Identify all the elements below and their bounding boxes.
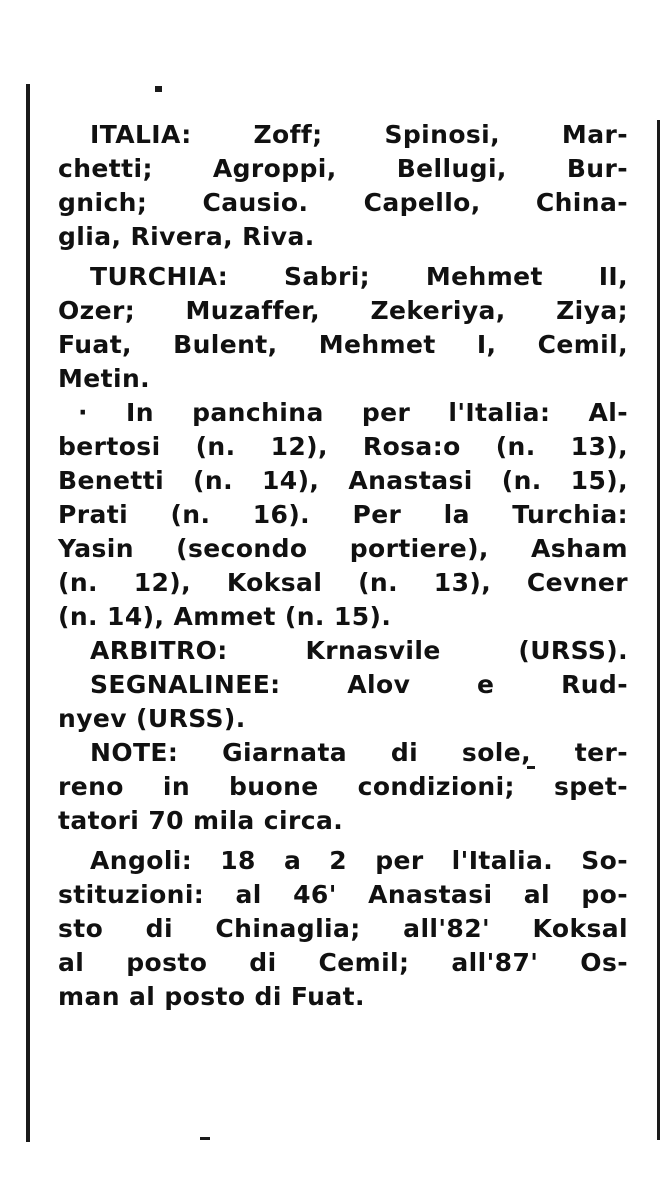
text-line: glia, Rivera, Riva. (58, 222, 315, 251)
text-line: bertosi (n. 12), Rosa:o (n. 13), (58, 432, 628, 461)
text-line: gnich; Causio. Capello, China- (58, 188, 628, 217)
text-line: nyev (URSS). (58, 704, 246, 733)
text-line-turchia: TURCHIA: Sabri; Mehmet II, (90, 262, 628, 291)
text-line-note: NOTE: Giarnata di sole, ter- (90, 738, 628, 767)
text-line: (n. 12), Koksal (n. 13), Cevner (58, 568, 628, 597)
text-line: Fuat, Bulent, Mehmet I, Cemil, (58, 330, 628, 359)
text-line: sto di Chinaglia; all'82' Koksal (58, 914, 628, 943)
column-rule-left (26, 84, 30, 1142)
text-line: (n. 14), Ammet (n. 15). (58, 602, 392, 631)
text-line-angoli: Angoli: 18 a 2 per l'Italia. So- (90, 846, 628, 875)
text-line: chetti; Agroppi, Bellugi, Bur- (58, 154, 628, 183)
text-line: al posto di Cemil; all'87' Os- (58, 948, 628, 977)
text-line: Ozer; Muzaffer, Zekeriya, Ziya; (58, 296, 628, 325)
text-line: Prati (n. 16). Per la Turchia: (58, 500, 628, 529)
column-rule-right (657, 120, 660, 1140)
print-speck (155, 86, 162, 92)
text-line: Benetti (n. 14), Anastasi (n. 15), (58, 466, 628, 495)
print-speck (200, 1137, 210, 1140)
text-line: Metin. (58, 364, 151, 393)
text-line: stituzioni: al 46' Anastasi al po- (58, 880, 628, 909)
text-line-segnalinee: SEGNALINEE: Alov e Rud- (90, 670, 628, 699)
text-line: tatori 70 mila circa. (58, 806, 344, 835)
text-line: man al posto di Fuat. (58, 982, 365, 1011)
text-line-italia: ITALIA: Zoff; Spinosi, Mar- (90, 120, 628, 149)
lineup-column (58, 118, 628, 1014)
text-line-arbitro: ARBITRO: Krnasvile (URSS). (90, 636, 628, 665)
text-line-panchina: · In panchina per l'Italia: Al- (78, 398, 628, 427)
text-line: reno in buone condizioni; spet- (58, 772, 628, 801)
text-line: Yasin (secondo portiere), Asham (58, 534, 628, 563)
